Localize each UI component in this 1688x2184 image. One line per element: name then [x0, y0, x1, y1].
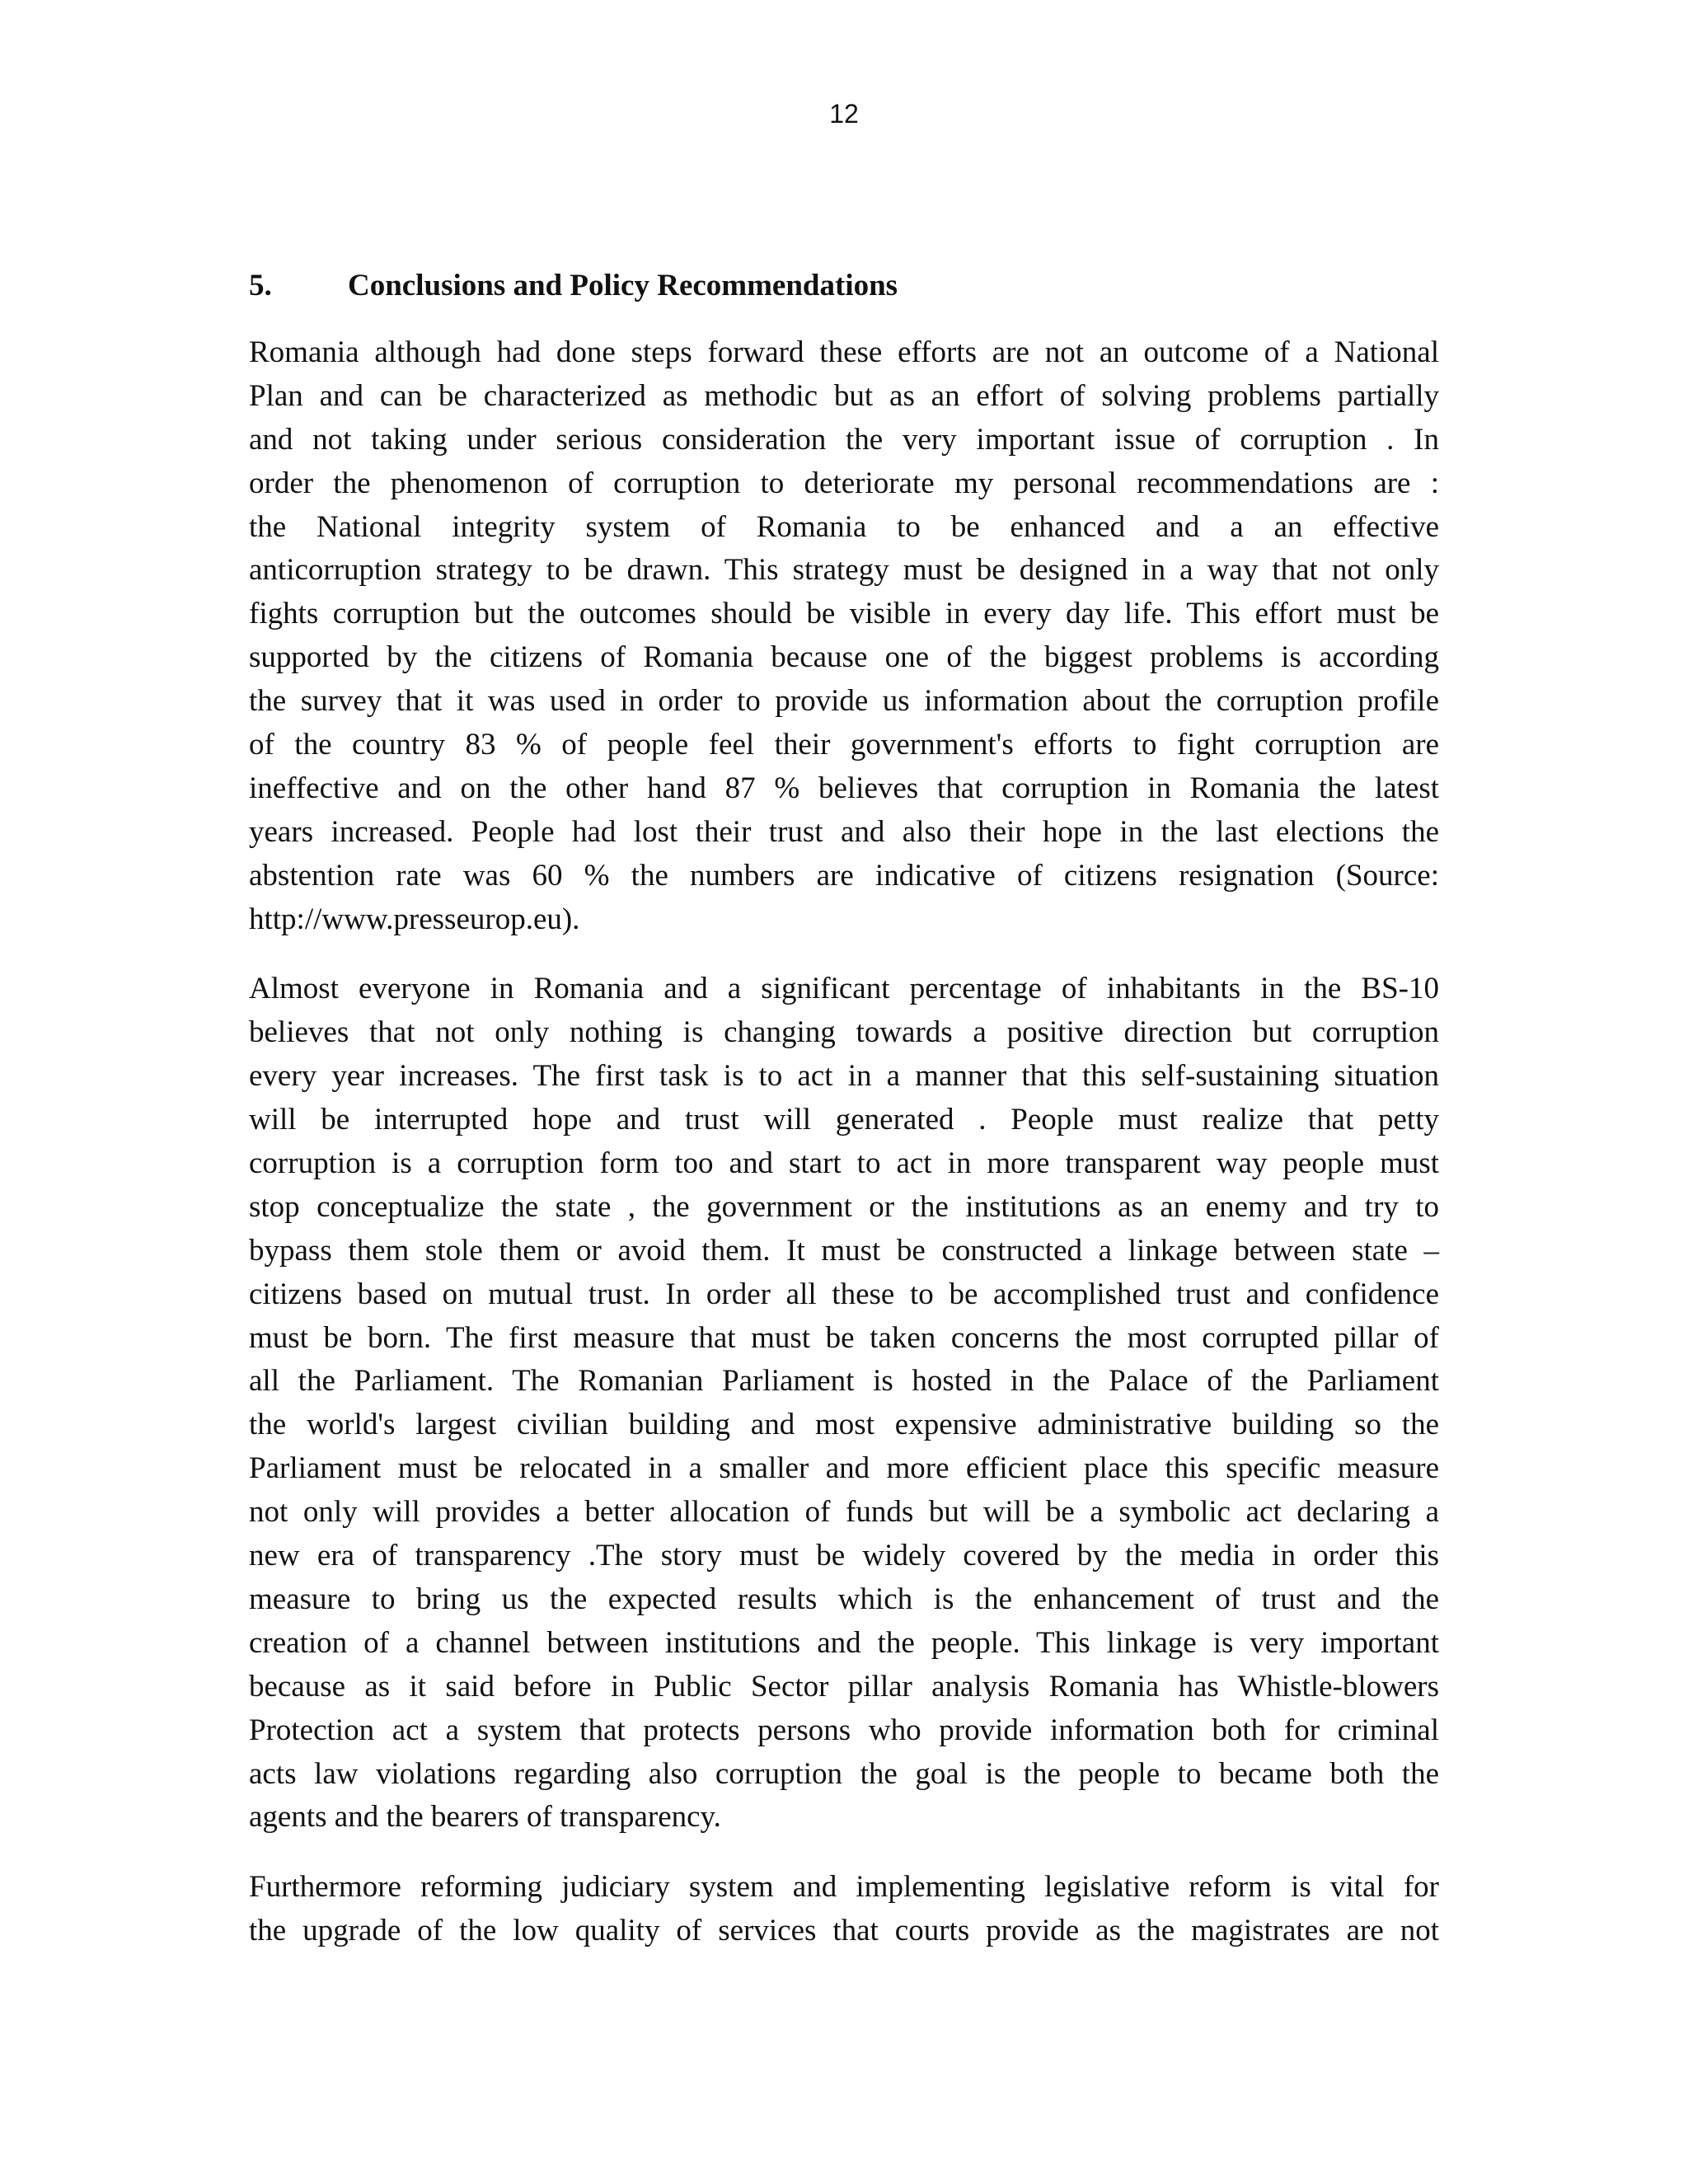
text-line: creation of a channel between institutions and the people. This linkage is very important — [249, 1625, 1439, 1660]
text-line: ineffective and on the other hand 87 % believes that corruption in Romania the latest — [249, 771, 1439, 805]
section-title: Conclusions and Policy Recommendations — [348, 269, 898, 302]
text-line: new era of transparency .The story must be widely covered by the media in order this — [249, 1539, 1439, 1573]
paragraph-3 — [249, 1866, 1439, 1953]
text-line: not only will provides a better allocation of funds but will be a symbolic act declaring a — [249, 1495, 1439, 1530]
text-line: acts law violations regarding also corruption the goal is the people to became both the — [249, 1756, 1439, 1791]
text-line: measure to bring us the expected results which is the enhancement of trust and the — [249, 1582, 1439, 1616]
paragraph-2 — [249, 968, 1439, 1840]
text-line: Protection act a system that protects persons who provide information both for criminal — [249, 1713, 1439, 1747]
text-line: supported by the citizens of Romania because one of the biggest problems is according — [249, 640, 1439, 675]
paragraph-1 — [249, 331, 1439, 941]
text-line: anticorruption strategy to be drawn. This strategy must be designed in a way that not only — [249, 553, 1439, 588]
text-line: and not taking under serious consideration the very important issue of corruption . In — [249, 422, 1439, 457]
text-line: all the Parliament. The Romanian Parliament is hosted in the Palace of the Parliament — [249, 1364, 1439, 1399]
text-line: Furthermore reforming judiciary system and implementing legislative reform is vital for — [249, 1870, 1439, 1905]
text-line: because as it said before in Public Sector pillar analysis Romania has Whistle-blowers — [249, 1669, 1439, 1704]
section-heading — [249, 265, 1439, 307]
text-line: every year increases. The first task is to act in a manner that this self-sustaining situation — [249, 1059, 1439, 1094]
text-line: Parliament must be relocated in a smaller and more efficient place this specific measure — [249, 1451, 1439, 1486]
text-line: corruption is a corruption form too and start to act in more transparent way people must — [249, 1146, 1439, 1181]
text-line: order the phenomenon of corruption to deteriorate my personal recommendations are : — [249, 466, 1439, 500]
text-line: citizens based on mutual trust. In order all these to be accomplished trust and confidence — [249, 1277, 1439, 1311]
text-line: the world's largest civilian building and most expensive administrative building so the — [249, 1408, 1439, 1442]
text-line: http://www.presseurop.eu). — [249, 902, 580, 936]
text-line: the National integrity system of Romania to be enhanced and a an effective — [249, 509, 1439, 544]
text-line: stop conceptualize the state , the government or the institutions as an enemy and try to — [249, 1189, 1439, 1224]
text-line: Plan and can be characterized as methodic but as an effort of solving problems partially — [249, 378, 1439, 413]
text-line: Almost everyone in Romania and a significant percentage of inhabitants in the BS-10 — [249, 972, 1439, 1006]
document-body — [249, 265, 1439, 1953]
text-line: fights corruption but the outcomes should be visible in every day life. This effort must be — [249, 597, 1439, 631]
text-line: the survey that it was used in order to provide us information about the corruption profile — [249, 684, 1439, 719]
text-line: Romania although had done steps forward these efforts are not an outcome of a National — [249, 335, 1439, 369]
text-line: abstention rate was 60 % the numbers are indicative of citizens resignation (Source: — [249, 858, 1439, 893]
text-line: must be born. The first measure that must be taken concerns the most corrupted pillar of — [249, 1320, 1439, 1355]
text-line: of the country 83 % of people feel their government's efforts to fight corruption are — [249, 728, 1439, 762]
text-line: agents and the bearers of transparency. — [249, 1800, 721, 1835]
text-line: will be interrupted hope and trust will generated . People must realize that petty — [249, 1103, 1439, 1137]
paragraph-container — [249, 331, 1439, 1953]
text-line: years increased. People had lost their trust and also their hope in the last elections the — [249, 814, 1439, 849]
text-line: bypass them stole them or avoid them. It must be constructed a linkage between state – — [249, 1233, 1439, 1268]
section-number: 5. — [249, 269, 272, 302]
text-line: believes that not only nothing is changing towards a positive direction but corruption — [249, 1015, 1439, 1050]
text-line: the upgrade of the low quality of services that courts provide as the magistrates are not — [249, 1914, 1439, 1948]
page-number: 12 — [829, 99, 859, 129]
